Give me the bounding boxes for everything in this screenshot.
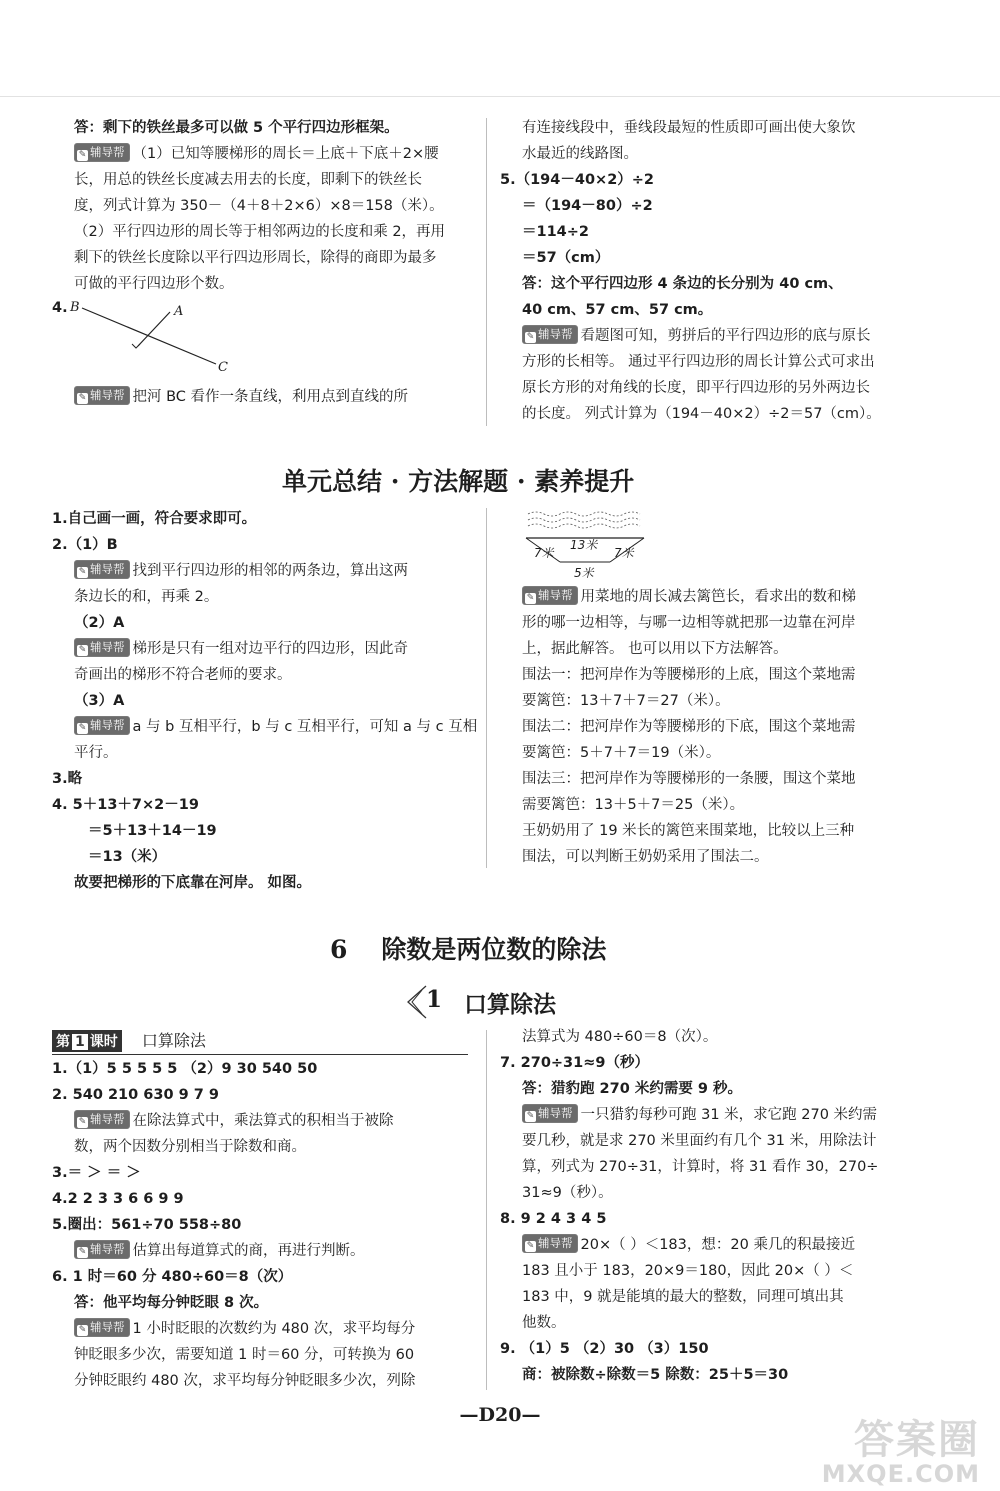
text-line (52, 662, 482, 688)
tutor-help-badge: ✎ 辅导帮 (522, 1234, 578, 1253)
line-text: 要篱笆：5＋7＋7＝19（米）。 (522, 745, 721, 761)
text-line (500, 844, 940, 870)
line-text: 3.＝ ＞ ＝ ＞ (52, 1165, 141, 1181)
watermark-logo: 答案圈 MXQE.COM (821, 1417, 980, 1488)
text-line (500, 1310, 940, 1336)
text-line (52, 1186, 482, 1212)
note-line (500, 584, 940, 610)
page-number: —D20— (459, 1404, 541, 1426)
text-line (52, 506, 482, 532)
line-text: 剩下的铁丝长度除以平行四边形周长，除得的商即为最多 (74, 250, 437, 266)
line-text: 1 小时眨眼的次数约为 480 次，求平均每分 (132, 1321, 416, 1337)
line-text: 围法二：把河岸作为等腰梯形的下底，围这个菜地需 (522, 719, 856, 735)
tutor-help-badge: ✎ 辅导帮 (74, 638, 130, 657)
text-line (52, 766, 482, 792)
line-text: 平行。 (74, 745, 118, 761)
line-text: ＝13（米） (88, 849, 167, 865)
book-icon: ✎ (526, 332, 535, 342)
line-text: 答：剩下的铁丝最多可以做 5 个平行四边形框架。 (74, 120, 399, 136)
line-text: 梯形是只有一组对边平行的四边形，因此奇 (132, 641, 408, 657)
book-icon: ✎ (526, 1111, 535, 1121)
book-icon: ✎ (78, 150, 87, 160)
line-text: 法算式为 480÷60＝8（次）。 (522, 1029, 718, 1045)
line-text: 要几秒，就是求 270 米里面约有几个 31 米，用除法计 (522, 1133, 877, 1149)
line-text: 7. 270÷31≈9（秒） (500, 1055, 649, 1071)
text-line (500, 1336, 940, 1362)
line-text: 1.（1）5 5 5 5 5 （2）9 30 540 50 (52, 1061, 318, 1077)
line-text: 数，两个因数分别相当于除数和商。 (74, 1139, 306, 1155)
trap-top-label: 13米 (570, 538, 598, 552)
text-line (500, 1128, 940, 1154)
line-text: 1.自己画一画，符合要求即可。 (52, 511, 257, 527)
text-line (52, 1290, 482, 1316)
text-line (52, 219, 482, 245)
text-line (500, 662, 940, 688)
note-line (52, 1238, 482, 1264)
line-text: 上，据此解答。 也可以用以下方法解答。 (522, 641, 788, 657)
line-text: ＝114÷2 (522, 224, 590, 240)
text-line (52, 844, 482, 870)
book-icon: ✎ (526, 593, 535, 603)
text-line (500, 141, 940, 167)
line-text: a 与 b 互相平行，b 与 c 互相平行，可知 a 与 c 互相 (132, 719, 478, 735)
note-line (500, 323, 940, 349)
line-text: 6. 1 时＝60 分 480÷60＝8（次） (52, 1269, 293, 1285)
note-line (52, 714, 482, 740)
top-right-column (500, 115, 940, 427)
note-line (52, 1108, 482, 1134)
sub-section-name: 口算除法 (464, 991, 556, 1018)
line-text: 围法一：把河岸作为等腰梯形的上底，围这个菜地需 (522, 667, 856, 683)
tutor-help-badge: ✎ 辅导帮 (74, 1110, 130, 1129)
line-text: 在除法算式中，乘法算式的积相当于被除 (132, 1113, 394, 1129)
line-text: 钟眨眼多少次，需要知道 1 时＝60 分，可转换为 60 (74, 1347, 415, 1363)
line-text: 3.略 (52, 771, 83, 787)
top-left-column (52, 115, 482, 297)
lesson-title: 口算除法 (141, 1031, 206, 1050)
line-text: 2. 540 210 630 9 7 9 (52, 1087, 219, 1103)
line-text: 一只猎豹每秒可跑 31 米，求它跑 270 米约需 (580, 1107, 878, 1123)
line-text: 长，用总的铁丝长度减去用去的长度，即剩下的铁丝长 (74, 172, 422, 188)
text-line (500, 1154, 940, 1180)
text-line (500, 375, 940, 401)
label-c: C (218, 360, 228, 375)
line-text: 可做的平行四边形个数。 (74, 276, 234, 292)
trap-bottom-label: 5米 (574, 566, 594, 580)
book-icon: ✎ (78, 1117, 87, 1127)
text-line (52, 1264, 482, 1290)
trapezoid-figure (524, 508, 654, 580)
text-line (500, 1284, 940, 1310)
book-icon: ✎ (526, 1241, 535, 1251)
line-text: 5.（194－40×2）÷2 (500, 172, 655, 188)
mid-right-column (500, 584, 940, 870)
tutor-help-badge: ✎ 辅导帮 (74, 1240, 130, 1259)
text-line (500, 714, 940, 740)
line-text: 故要把梯形的下底靠在河岸。 如图。 (74, 875, 312, 891)
trap-right-label: 7米 (614, 546, 634, 560)
line-text: ＝57（cm） (522, 250, 610, 266)
line-text: （2）平行四边形的周长等于相邻两边的长度和乘 2，再用 (74, 224, 446, 240)
text-line (500, 1024, 940, 1050)
chapter-title (330, 930, 606, 966)
text-line (52, 584, 482, 610)
line-text: 需要篱笆：13＋5＋7＝25（米）。 (522, 797, 745, 813)
book-icon: ✎ (78, 723, 87, 733)
text-line (52, 193, 482, 219)
text-line (500, 766, 940, 792)
text-line (52, 245, 482, 271)
text-line (500, 193, 940, 219)
text-line (500, 349, 940, 375)
line-text: 围法，可以判断王奶奶采用了围法二。 (522, 849, 769, 865)
book-icon: ✎ (78, 393, 87, 403)
text-line (52, 870, 482, 896)
line-text: 分钟眨眼约 480 次，求平均每分钟眨眼多少次，列除 (74, 1373, 416, 1389)
text-line (52, 1134, 482, 1160)
line-text: 183 中，9 就是能填的最大的整数，同理可填出其 (522, 1289, 844, 1305)
text-line (52, 1160, 482, 1186)
lesson-badge: 第 1 课时 (52, 1030, 122, 1052)
note-line (500, 1232, 940, 1258)
note-line (52, 141, 482, 167)
line-text: 5.圈出：561÷70 558÷80 (52, 1217, 242, 1233)
bottom-left-column (52, 1056, 482, 1394)
text-line (500, 1362, 940, 1388)
note-line (52, 636, 482, 662)
text-line (500, 1050, 940, 1076)
text-line (52, 1056, 482, 1082)
bottom-right-column (500, 1024, 940, 1388)
text-line (500, 1206, 940, 1232)
book-icon: ✎ (78, 1325, 87, 1335)
trap-left-label: 7米 (534, 546, 554, 560)
line-text: （1）已知等腰梯形的周长＝上底＋下底＋2×腰 (132, 146, 439, 162)
line-text: 王奶奶用了 19 米长的篱笆来围菜地，比较以上三种 (522, 823, 855, 839)
line-text: 8. 9 2 4 3 4 5 (500, 1211, 607, 1227)
line-text: 40 cm、57 cm、57 cm。 (522, 302, 713, 318)
line-text: 20×（ ）＜183，想：20 乘几的积最接近 (580, 1237, 855, 1253)
text-line (52, 740, 482, 766)
line-text: ＝5＋13＋14－19 (88, 823, 217, 839)
line-text: 4. 5＋13＋7×2－19 (52, 797, 199, 813)
line-text: 用菜地的周长减去篱笆长，看求出的数和梯 (580, 589, 856, 605)
text-line (52, 610, 482, 636)
text-line (500, 219, 940, 245)
text-line (500, 1076, 940, 1102)
text-line (500, 792, 940, 818)
book-icon: ✎ (78, 1247, 87, 1257)
text-line (500, 1258, 940, 1284)
lesson-header (52, 1028, 468, 1055)
text-line (500, 271, 940, 297)
chapter-number: 6 (330, 935, 348, 964)
text-line (500, 740, 940, 766)
column-divider-mid (486, 508, 487, 868)
text-line (52, 271, 482, 297)
tutor-help-badge: ✎ 辅导帮 (74, 143, 130, 162)
top-rule (0, 96, 1000, 97)
tutor-help-badge: ✎ 辅导帮 (74, 1318, 130, 1337)
note-line (500, 1102, 940, 1128)
text-line (52, 818, 482, 844)
mid-left-column (52, 506, 482, 896)
text-line (500, 297, 940, 323)
tutor-help-badge: ✎ 辅导帮 (74, 386, 130, 405)
text-line (52, 792, 482, 818)
text-line (500, 401, 940, 427)
chapter-name: 除数是两位数的除法 (381, 935, 607, 964)
text-line (500, 245, 940, 271)
text-line (500, 636, 940, 662)
figure-4-number: 4. (52, 300, 68, 316)
line-text: 2.（1）B (52, 537, 118, 553)
tutor-help-badge: ✎ 辅导帮 (74, 560, 130, 579)
note-line (52, 1316, 482, 1342)
line-text: 要篱笆：13＋7＋7＝27（米）。 (522, 693, 730, 709)
line-text: 31≈9（秒）。 (522, 1185, 613, 1201)
tutor-help-badge: ✎ 辅导帮 (74, 716, 130, 735)
line-text: 算，列式为 270÷31，计算时，将 31 看作 30，270÷ (522, 1159, 879, 1175)
column-divider-bottom (486, 1030, 487, 1390)
line-text: 奇画出的梯形不符合老师的要求。 (74, 667, 292, 683)
line-text: 商：被除数÷除数＝5 除数：25＋5＝30 (522, 1367, 789, 1383)
text-line (52, 1368, 482, 1394)
line-text: 原长方形的对角线的长度，即平行四边形的另外两边长 (522, 380, 870, 396)
text-line (500, 610, 940, 636)
line-text: ＝（194－80）÷2 (522, 198, 653, 214)
text-line (52, 1082, 482, 1108)
text-line (500, 688, 940, 714)
line-text: 估算出每道算式的商，再进行判断。 (132, 1243, 365, 1259)
text-line (52, 167, 482, 193)
text-line (500, 1180, 940, 1206)
sub-section-number: 1 (426, 986, 443, 1013)
text-line (52, 532, 482, 558)
section-title: 单元总结 · 方法解题 · 素养提升 (282, 467, 635, 496)
line-text: 水最近的线路图。 (522, 146, 638, 162)
line-text: 看题图可知，剪拼后的平行四边形的底与原长 (580, 328, 871, 344)
tutor-help-badge: ✎ 辅导帮 (522, 586, 578, 605)
text-line (52, 1212, 482, 1238)
line-text: 答：他平均每分钟眨眼 8 次。 (74, 1295, 269, 1311)
line-text: 的长度。 列式计算为（194－40×2）÷2＝57（cm）。 (522, 406, 881, 422)
line-text: 答：这个平行四边形 4 条边的长分别为 40 cm、 (522, 276, 843, 292)
line-text: 答：猎豹跑 270 米约需要 9 秒。 (522, 1081, 743, 1097)
line-text: （2）A (74, 615, 125, 631)
text-line (500, 167, 940, 193)
note-line (52, 558, 482, 584)
tutor-help-badge: ✎ 辅导帮 (522, 1104, 578, 1123)
line-text: 183 且小于 183，20×9＝180，因此 20×（ ）＜ (522, 1263, 854, 1279)
tutor-help-badge: ✎ 辅导帮 (522, 325, 578, 344)
book-icon: ✎ (78, 645, 87, 655)
line-text: （3）A (74, 693, 125, 709)
text-line (52, 1342, 482, 1368)
text-line (52, 688, 482, 714)
line-text: 条边长的和，再乘 2。 (74, 589, 219, 605)
label-a: A (174, 304, 184, 319)
text-line (500, 818, 940, 844)
book-icon: ✎ (78, 567, 87, 577)
line-text: 方形的长相等。 通过平行四边形的周长计算公式可求出 (522, 354, 875, 370)
line-text: 围法三：把河岸作为等腰梯形的一条腰，围这个菜地 (522, 771, 856, 787)
line-text: 他数。 (522, 1315, 566, 1331)
line-text: 4.2 2 3 3 6 6 9 9 (52, 1191, 184, 1207)
figure-4 (52, 298, 252, 378)
line-text: 找到平行四边形的相邻的两条边，算出这两 (132, 563, 408, 579)
label-b: B (70, 300, 80, 315)
top-left-note: ✎ 辅导帮 把河 BC 看作一条直线，利用点到直线的所 (52, 384, 482, 410)
column-divider-top (486, 118, 487, 426)
text-line (52, 115, 482, 141)
line-text: 有连接线段中，垂线段最短的性质即可画出使大象饮 (522, 120, 856, 136)
line-text: 度，列式计算为 350－（4＋8＋2×6）×8＝158（米）。 (74, 198, 444, 214)
line-text: 形的哪一边相等，与哪一边相等就把那一边靠在河岸 (522, 615, 856, 631)
text-line (500, 115, 940, 141)
line-text: 9. （1）5 （2）30 （3）150 (500, 1341, 709, 1357)
